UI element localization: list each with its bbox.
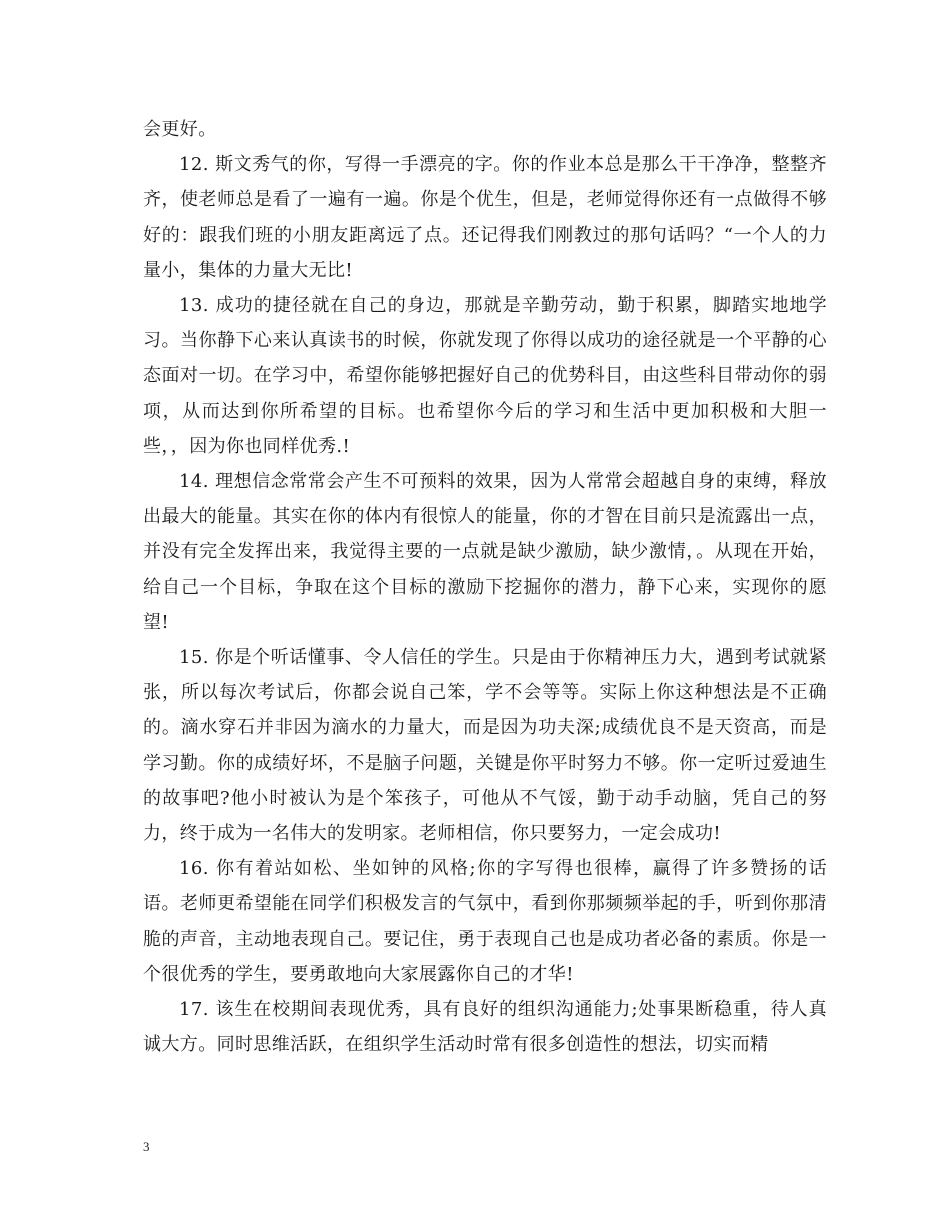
document-body [143, 112, 827, 1062]
paragraph-15: 15. 你是个听话懂事、令人信任的学生。只是由于你精神压力大，遇到考试就紧张，所以每次考试后，你都会说自己笨，学不会等等。实际上你这种想法是不正确的。滴水穿石并非因为滴水的力量大，而是因为功夫深;成绩优良不是天资高，而是学习勤。你的成绩好坏，不是脑子问题，关键是你平时努力不够。你一定听过爱迪生的故事吧?他小时被认为是个笨孩子，可他从不气馁，勤于动手动脑，凭自己的努力，终于成为一名伟大的发明家。老师相信，你只要努力，一定会成功! [143, 647, 827, 845]
paragraph-14: 14. 理想信念常常会产生不可预料的效果，因为人常常会超越自身的束缚，释放出最大的能量。其实在你的体内有很惊人的能量，你的才智在目前只是流露出一点，并没有完全发挥出来，我觉得主要的一点就是缺少激励，缺少激情，。从现在开始，给自己一个目标，争取在这个目标的激励下挖掘你的潜力，静下心来，实现你的愿望! [143, 471, 827, 633]
paragraph-13: 13. 成功的捷径就在自己的身边，那就是辛勤劳动，勤于积累，脚踏实地地学习。当你静下心来认真读书的时候，你就发现了你得以成功的途径就是一个平静的心态面对一切。在学习中，希望你能够把握好自己的优势科目，由这些科目带动你的弱项，从而达到你所希望的目标。也希望你今后的学习和生活中更加积极和大胆一些，，因为你也同样优秀.! [143, 295, 827, 457]
paragraph-12: 12. 斯文秀气的你，写得一手漂亮的字。你的作业本总是那么干干净净，整整齐齐，使老师总是看了一遍有一遍。你是个优生，但是，老师觉得你还有一点做得不够好的：跟我们班的小朋友距离远了点。还记得我们刚教过的那句话吗？“一个人的力量小，集体的力量大无比! [143, 154, 827, 281]
paragraph-17: 17. 该生在校期间表现优秀，具有良好的组织沟通能力;处事果断稳重，待人真诚大方。同时思维活跃，在组织学生活动时常有很多创造性的想法，切实而精 [143, 999, 827, 1056]
page-number: 3 [143, 1139, 150, 1154]
paragraph-continuation: 会更好。 [143, 119, 217, 140]
paragraph-16: 16. 你有着站如松、坐如钟的风格;你的字写得也很棒，赢得了许多赞扬的话语。老师更希望能在同学们积极发言的气氛中，看到你那频频举起的手，听到你那清脆的声音，主动地表现自己。要记住，勇于表现自己也是成功者必备的素质。你是一个很优秀的学生，要勇敢地向大家展露你自己的才华! [143, 858, 827, 985]
